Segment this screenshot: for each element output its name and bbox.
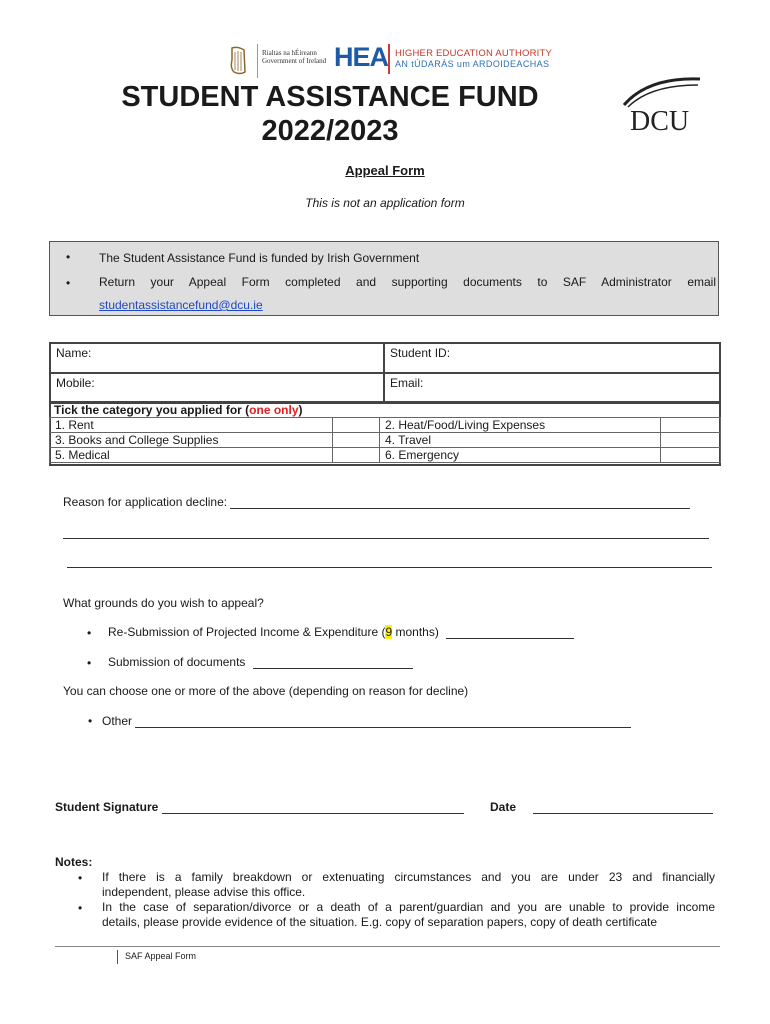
documents-line[interactable] — [253, 668, 413, 669]
mobile-field[interactable] — [50, 373, 384, 403]
email-field[interactable] — [384, 373, 720, 403]
grounds-documents-text: Submission of documents — [108, 655, 246, 669]
government-of-ireland-logo — [262, 49, 326, 65]
date-line[interactable] — [533, 813, 713, 814]
grounds-resubmission — [108, 625, 574, 639]
hea-logo-bar — [388, 44, 390, 74]
note-family-breakdown — [102, 870, 715, 900]
form-note: This is not an application form — [305, 196, 465, 210]
logo-divider — [257, 44, 258, 78]
date-row — [490, 800, 713, 814]
reason-line-1[interactable] — [230, 508, 690, 509]
grounds-question: What grounds do you wish to appeal? — [63, 596, 264, 610]
category-heading-text: Tick the category you applied for ( — [54, 403, 250, 417]
category-label: 2. Heat/Food/Living Expenses — [380, 418, 661, 433]
form-subtitle: Appeal Form — [345, 163, 425, 178]
dcu-logo-text: DCU — [630, 106, 690, 137]
grounds-resubmission-text: Re-Submission of Projected Income & Expenditure ( — [108, 625, 386, 639]
grounds-other — [102, 714, 631, 728]
category-tickbox-emergency[interactable] — [661, 448, 721, 463]
category-label: 6. Emergency — [380, 448, 661, 463]
saf-email-link[interactable]: studentassistancefund@dcu.ie — [99, 298, 263, 312]
date-label: Date — [490, 800, 517, 814]
name-field[interactable] — [50, 343, 384, 373]
category-grid — [49, 417, 721, 463]
grounds-other-text: Other — [102, 714, 133, 728]
reason-line-2[interactable] — [63, 538, 709, 539]
page-title — [0, 80, 660, 148]
info-return-instructions: Return your Appeal Form completed and supporting documents to SAF Administrator email — [99, 275, 716, 289]
category-label: 4. Travel — [380, 433, 661, 448]
name-label: Name: — [56, 346, 92, 360]
signature-line[interactable] — [162, 813, 464, 814]
grounds-documents — [108, 655, 413, 669]
reason-label: Reason for application decline: — [63, 495, 228, 509]
info-funding: The Student Assistance Fund is funded by Irish Government — [99, 251, 420, 265]
bullet-icon: • — [87, 656, 92, 670]
category-label: 5. Medical — [50, 448, 333, 463]
bullet-icon: • — [87, 626, 92, 640]
category-tickbox-rent[interactable] — [333, 418, 380, 433]
note-separation — [102, 900, 715, 930]
gov-line-irish: Rialtas na hÉireann — [262, 49, 317, 57]
mobile-label: Mobile: — [56, 376, 95, 390]
hea-logo: HEA — [334, 42, 389, 72]
category-heading-close: ) — [298, 403, 303, 417]
gov-line-english: Government of Ireland — [262, 57, 327, 65]
hea-name-irish: AN tÚDARÁS um ARDOIDEACHAS — [395, 59, 550, 69]
resubmission-line[interactable] — [446, 638, 574, 639]
category-tickbox-medical[interactable] — [333, 448, 380, 463]
category-label: 3. Books and College Supplies — [50, 433, 333, 448]
signature-row — [55, 800, 464, 814]
category-heading — [54, 403, 303, 417]
footer-divider — [117, 950, 118, 964]
harp-emblem — [228, 46, 248, 76]
student-id-field[interactable] — [384, 343, 720, 373]
student-details-table — [49, 342, 721, 404]
category-tickbox-heat-food[interactable] — [661, 418, 721, 433]
note1-line-2: independent, please advise this office. — [102, 885, 306, 899]
note1-line-1: If there is a family breakdown or extenuating circumstances and you are under 23 and financially — [102, 870, 715, 884]
title-line-2: 2022/2023 — [261, 115, 399, 147]
other-line[interactable] — [135, 727, 631, 728]
student-id-label: Student ID: — [390, 346, 451, 360]
choose-note: You can choose one or more of the above (depending on reason for decline) — [63, 684, 469, 698]
bullet-icon: • — [66, 250, 71, 264]
grounds-resubmission-end: months) — [392, 625, 439, 639]
footer-label: SAF Appeal Form — [125, 951, 197, 961]
reason-line-3[interactable] — [67, 567, 712, 568]
hea-name-english: HIGHER EDUCATION AUTHORITY — [395, 48, 553, 59]
note2-line-2: details, please provide evidence of the situation. E.g. copy of separation papers, copy of death certificate — [102, 915, 658, 929]
bullet-icon: • — [78, 901, 83, 915]
reason-row — [63, 495, 690, 509]
footer-rule — [55, 946, 720, 947]
category-tickbox-travel[interactable] — [661, 433, 721, 448]
bullet-icon: • — [88, 714, 93, 728]
note2-line-1: In the case of separation/divorce or a death of a parent/guardian and you are unable to provide income — [102, 900, 715, 914]
category-label: 1. Rent — [50, 418, 333, 433]
category-tickbox-books[interactable] — [333, 433, 380, 448]
email-label: Email: — [390, 376, 424, 390]
title-line-1: STUDENT ASSISTANCE FUND — [121, 81, 539, 113]
bullet-icon: • — [78, 871, 83, 885]
notes-heading: Notes: — [55, 855, 93, 869]
grounds-months-highlight: 9 — [385, 625, 393, 639]
bullet-icon: • — [66, 276, 71, 290]
category-heading-emphasis: one only — [249, 403, 299, 417]
info-box — [49, 241, 719, 316]
signature-label: Student Signature — [55, 800, 159, 814]
